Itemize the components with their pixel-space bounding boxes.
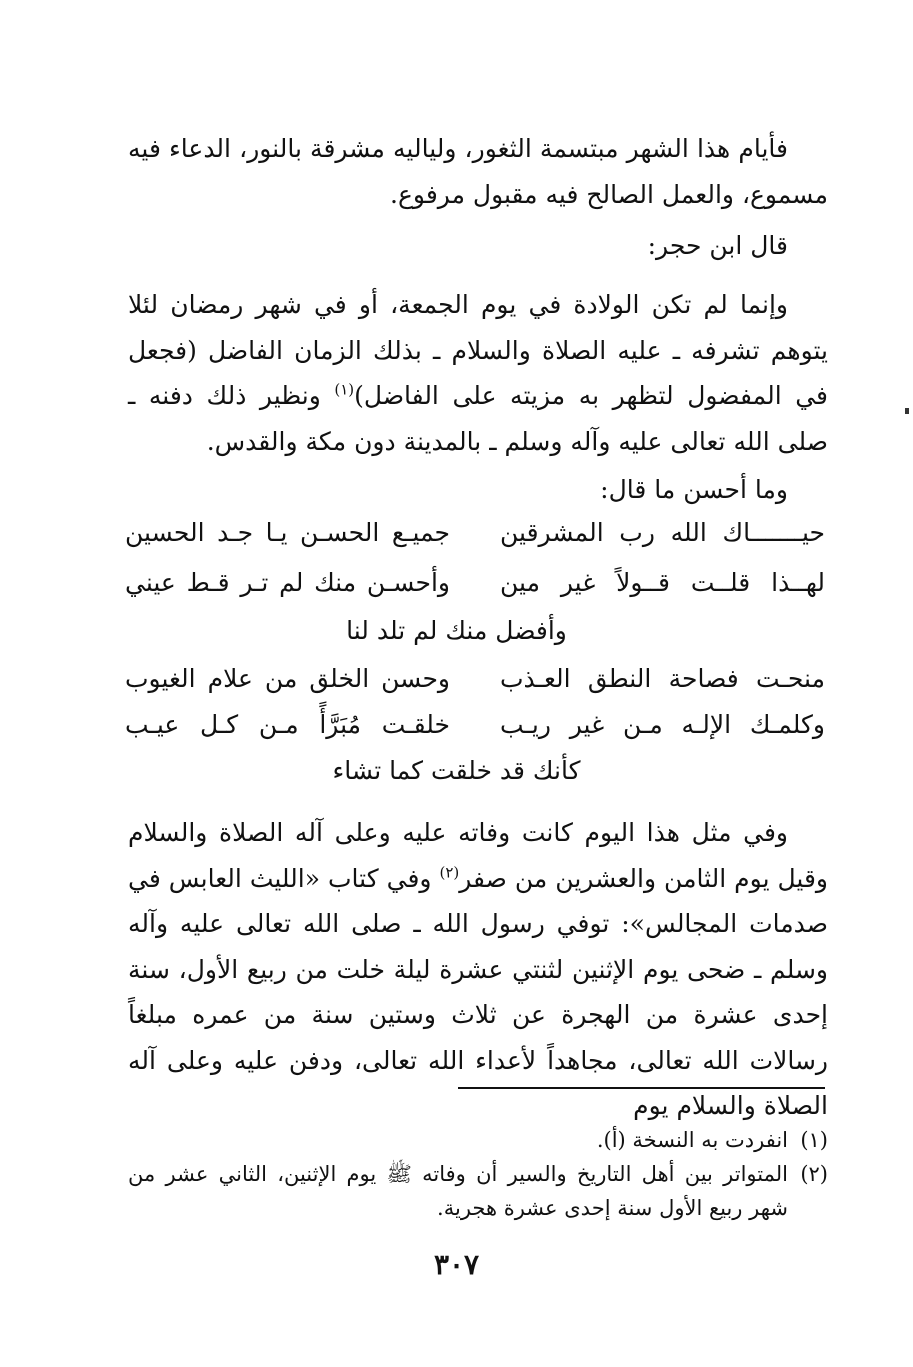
paragraph-3-part-b: ونظير ذلك دفنه ـ صلى الله تعالى عليه وآله وسلم ـ بالمدينة دون مكة والقدس.	[128, 381, 828, 456]
poem-hemistich-first: منحـت فصاحة النطق العـذب	[500, 664, 825, 693]
paragraph-3-part-a: وإنما لم تكن الولادة في يوم الجمعة، أو في شهر رمضان لئلا يتوهم تشرفه ـ عليه الصلاة والسلام ـ بذلك الزمان الفاضل (فجعل في المفضول لتظهر به مزيته على الفاضل)	[128, 290, 829, 410]
poem-verse	[125, 518, 825, 564]
poem-hemistich-second: وحسن الخلق من علام الغيوب	[125, 664, 450, 693]
paragraph-5-part-a: وفي مثل هذا اليوم كانت وفاته عليه وعلى آله الصلاة والسلام وقيل يوم الثامن والعشرين من صفر	[128, 818, 829, 893]
footnote-ref-1[interactable]: (١)	[334, 380, 355, 399]
footnotes	[128, 1123, 828, 1225]
poem-verse	[125, 568, 825, 614]
paragraph-1: فأيام هذا الشهر مبتسمة الثغور، ولياليه مشرقة بالنور، الدعاء فيه مسموع، والعمل الصالح فيه مقبول مرفوع.	[128, 134, 828, 209]
poem-hemistich-second: وأحسـن منك لم تـر قـط عيني	[125, 568, 450, 597]
poem-verse	[125, 664, 825, 710]
poem-centered-line: كأنك قد خلقت كما تشاء	[332, 756, 581, 785]
poem-verse	[125, 710, 825, 756]
poem-hemistich-first: لهــذا قلــت قــولاً غير مين	[500, 568, 825, 597]
paragraph-5	[128, 810, 828, 1129]
poem-hemistich-second: جميـع الحسـن يـا جـد الحسين	[125, 518, 450, 547]
footnote-divider	[458, 1087, 825, 1089]
footnote-1	[128, 1123, 828, 1157]
paragraph-3	[128, 282, 828, 464]
page-number: ٣٠٧	[433, 1248, 480, 1281]
poem-centered-line: وأفضل منك لم تلد لنا	[346, 616, 567, 645]
footnote-2	[128, 1157, 828, 1225]
footnote-number: (٢)	[800, 1162, 828, 1186]
paragraph-2: قال ابن حجر:	[647, 231, 788, 260]
paragraph-4: وما أحسن ما قال:	[600, 475, 788, 504]
footnote-ref-2[interactable]: (٢)	[439, 863, 460, 882]
poem-hemistich-first: حيـــــــاك الله رب المشرقين	[500, 518, 825, 547]
footnote-number: (١)	[800, 1128, 828, 1152]
paragraph-5-part-b: وفي كتاب «الليث العابس في صدمات المجالس»: توفي رسول الله ـ صلى الله تعالى عليه وآله وسلم ـ ضحى يوم الإثنين لثنتي عشرة ليلة خلت من ربيع الأول، سنة إحدى عشرة من الهجرة عن ثلاث وستين سنة من عمره مبلغاً رسالات الله تعالى، مجاهداً لأعداء الله تعالى، ودفن عليه وعلى آله الصلاة والسلام يوم	[128, 863, 828, 1120]
footnote-text: انفردت به النسخة (أ).	[596, 1128, 788, 1152]
footnote-text: المتواتر بين أهل التاريخ والسير أن وفاته ﷺ يوم الإثنين، الثاني عشر من شهر ربيع الأول سنة إحدى عشرة هجرية.	[128, 1162, 788, 1220]
poem-hemistich-first: وكلمـك الإلـه مـن غير ريـب	[500, 710, 825, 739]
poem-hemistich-second: خلقـت مُبَرَّأً مـن كـل عيـب	[125, 710, 450, 739]
margin-mark	[905, 408, 909, 414]
